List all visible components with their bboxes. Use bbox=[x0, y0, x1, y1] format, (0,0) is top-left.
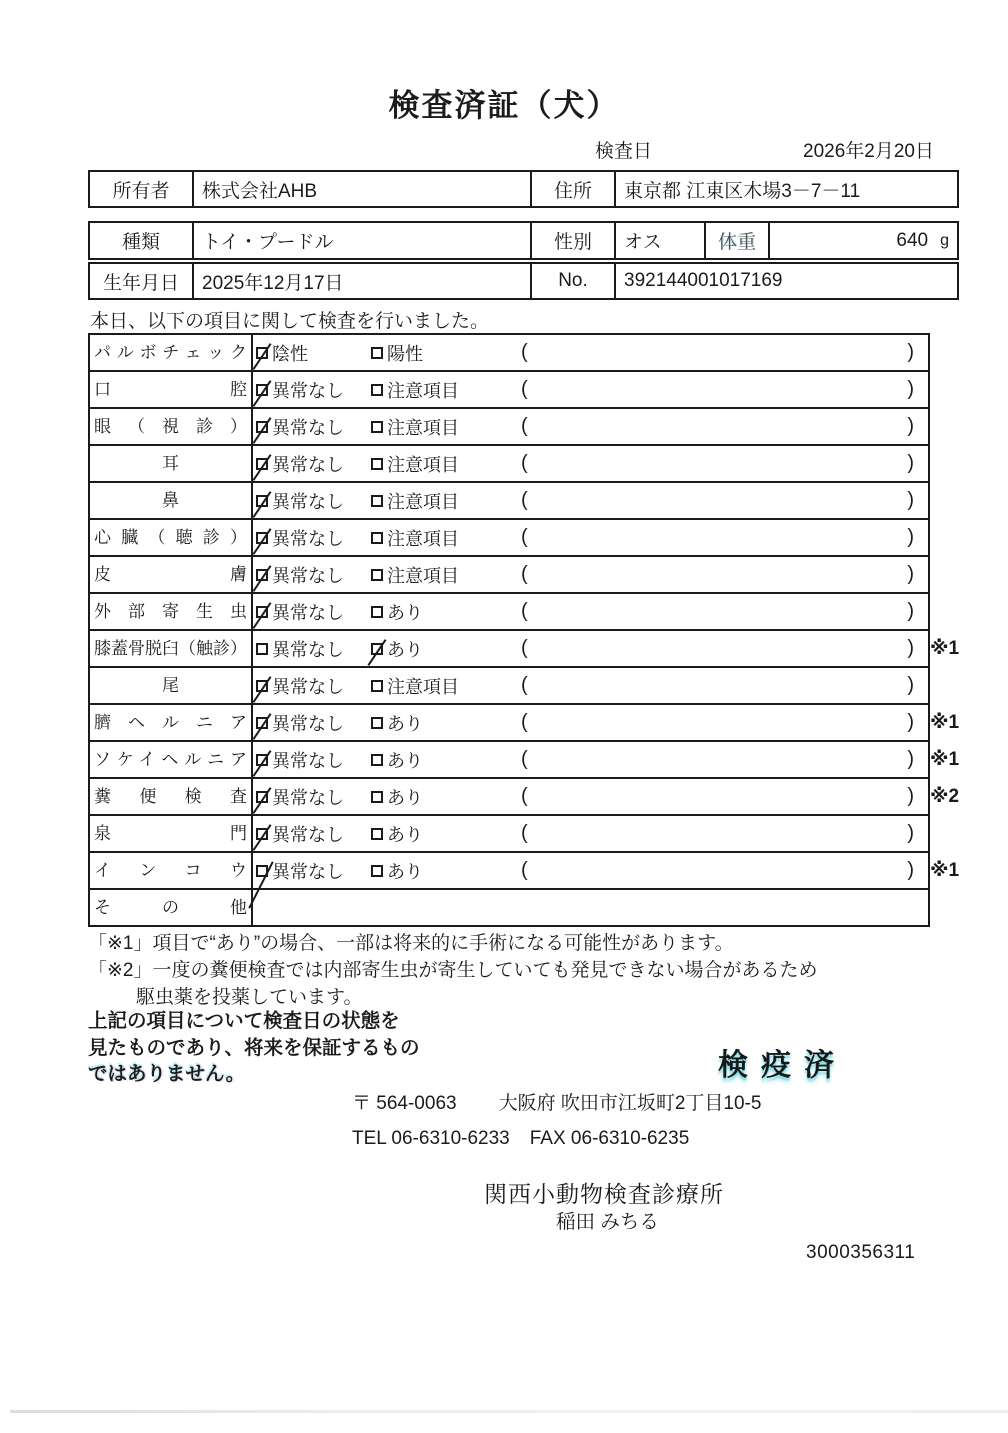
row-content bbox=[253, 446, 928, 481]
result-option-1-label: 異常なし bbox=[272, 565, 344, 586]
result-option-1 bbox=[256, 599, 371, 625]
result-option-2-label: あり bbox=[387, 602, 423, 623]
result-option-2 bbox=[371, 451, 521, 477]
checkbox-result-1 bbox=[256, 495, 268, 507]
quarantine-stamp: 検疫済 bbox=[718, 1049, 847, 1082]
result-option-1-label: 異常なし bbox=[272, 676, 344, 697]
footnote-ref: ※1 bbox=[930, 638, 960, 659]
table-row bbox=[90, 483, 928, 520]
inspection-item-label: 心臓（聴診） bbox=[90, 520, 253, 555]
footnote-ref: ※1 bbox=[930, 860, 960, 881]
result-option-2-label: 陽性 bbox=[387, 343, 423, 364]
disclaimer-line-2: 見たものであり、将来を保証するもの bbox=[88, 1036, 420, 1059]
row-content bbox=[253, 668, 928, 703]
result-option-2-label: 注意項目 bbox=[387, 565, 459, 586]
inspection-item-label: 外部寄生虫 bbox=[90, 594, 253, 629]
result-option-2 bbox=[371, 562, 521, 588]
checkbox-result-2 bbox=[371, 865, 383, 877]
footnote-ref: ※1 bbox=[930, 749, 960, 770]
clinic-name: 関西小動物検査診療所 bbox=[484, 1181, 724, 1207]
sex-value: オス bbox=[614, 223, 704, 258]
table-row bbox=[90, 816, 928, 853]
inspection-item-label: 臍ヘルニア bbox=[90, 705, 253, 740]
checkbox-result-1 bbox=[256, 606, 268, 618]
veterinarian-name: 稲田 みちる bbox=[556, 1211, 659, 1233]
table-row bbox=[90, 668, 928, 705]
row-content bbox=[253, 557, 928, 592]
result-option-1 bbox=[256, 673, 371, 699]
result-option-1-label: 異常なし bbox=[272, 861, 344, 882]
inspection-item-label: 尾 bbox=[90, 668, 253, 703]
checkbox-result-2 bbox=[371, 347, 383, 359]
inspection-item-label: 鼻 bbox=[90, 483, 253, 518]
result-option-2 bbox=[371, 673, 521, 699]
result-option-2-label: あり bbox=[387, 787, 423, 808]
disclaimer-statement bbox=[88, 1008, 420, 1088]
checkbox-result-1 bbox=[256, 717, 268, 729]
footnote-ref: ※1 bbox=[930, 712, 960, 733]
address-label: 住所 bbox=[530, 172, 614, 206]
result-option-1 bbox=[256, 340, 371, 366]
remarks-close-paren: ) bbox=[907, 341, 914, 363]
table-row bbox=[90, 409, 928, 446]
result-option-1 bbox=[256, 784, 371, 810]
checkbox-result-2 bbox=[371, 458, 383, 470]
result-option-2 bbox=[371, 599, 521, 625]
owner-table bbox=[88, 170, 959, 208]
checkbox-result-2 bbox=[371, 680, 383, 692]
remarks-close-paren: ) bbox=[907, 526, 914, 548]
row-content bbox=[253, 594, 928, 629]
result-option-1 bbox=[256, 636, 371, 662]
clinic-fax: FAX 06-6310-6235 bbox=[529, 1128, 690, 1149]
result-option-2 bbox=[371, 340, 521, 366]
remarks-open-paren: ( bbox=[521, 415, 528, 437]
checkbox-result-2 bbox=[371, 532, 383, 544]
row-content bbox=[253, 816, 928, 851]
checkbox-result-2 bbox=[371, 717, 383, 729]
result-option-2 bbox=[371, 821, 521, 847]
intro-sentence: 本日、以下の項目に関して検査を行いました。 bbox=[90, 311, 490, 332]
remarks-close-paren: ) bbox=[907, 600, 914, 622]
remarks-open-paren: ( bbox=[521, 600, 528, 622]
result-option-2 bbox=[371, 710, 521, 736]
result-option-1-label: 異常なし bbox=[272, 639, 344, 660]
remarks-open-paren: ( bbox=[521, 378, 528, 400]
result-option-2 bbox=[371, 784, 521, 810]
result-option-1-label: 異常なし bbox=[272, 528, 344, 549]
checkbox-result-1 bbox=[256, 458, 268, 470]
checkbox-result-1 bbox=[256, 643, 268, 655]
disclaimer-line-3: ではありません。 bbox=[88, 1063, 246, 1085]
table-row bbox=[90, 520, 928, 557]
checkbox-result-1 bbox=[256, 532, 268, 544]
clinic-postal-address bbox=[352, 1088, 761, 1115]
checkbox-result-2 bbox=[371, 791, 383, 803]
footnote-ref: ※2 bbox=[930, 786, 960, 807]
page-title: 検査済証（犬） bbox=[388, 88, 620, 123]
result-option-2-label: あり bbox=[387, 713, 423, 734]
checkbox-result-2 bbox=[371, 569, 383, 581]
remarks-open-paren: ( bbox=[521, 822, 528, 844]
result-option-1 bbox=[256, 488, 371, 514]
inspection-item-label: 膝蓋骨脱臼（触診） bbox=[90, 631, 253, 666]
weight-unit: g bbox=[940, 231, 949, 249]
result-option-2-label: あり bbox=[387, 639, 423, 660]
remarks-close-paren: ) bbox=[907, 637, 914, 659]
result-option-2-label: 注意項目 bbox=[387, 491, 459, 512]
owner-value: 株式会社AHB bbox=[192, 172, 530, 206]
footnotes bbox=[88, 930, 818, 1011]
result-option-2 bbox=[371, 414, 521, 440]
result-option-1-label: 異常なし bbox=[272, 787, 344, 808]
species-label: 種類 bbox=[121, 232, 160, 253]
result-option-1-label: 陰性 bbox=[272, 343, 308, 364]
result-option-1-label: 異常なし bbox=[272, 750, 344, 771]
row-content bbox=[253, 335, 928, 370]
table-row bbox=[90, 779, 960, 816]
result-option-1 bbox=[256, 858, 371, 884]
weight-label: 体重 bbox=[704, 223, 768, 258]
remarks-open-paren: ( bbox=[521, 859, 528, 881]
table-row bbox=[90, 742, 960, 779]
inspection-item-label: 耳 bbox=[90, 446, 253, 481]
result-option-2-label: 注意項目 bbox=[387, 676, 459, 697]
remarks-close-paren: ) bbox=[907, 859, 914, 881]
table-row bbox=[90, 372, 928, 409]
result-option-1-label: 異常なし bbox=[272, 491, 344, 512]
result-option-1-label: 異常なし bbox=[272, 713, 344, 734]
remarks-close-paren: ) bbox=[907, 748, 914, 770]
row-content bbox=[253, 779, 928, 814]
result-option-1-label: 異常なし bbox=[272, 417, 344, 438]
row-content bbox=[253, 520, 928, 555]
footnote-2: 「※2」一度の糞便検査では内部寄生虫が寄生していても発見できない場合があるため bbox=[88, 960, 818, 981]
remarks-open-paren: ( bbox=[521, 452, 528, 474]
remarks-close-paren: ) bbox=[907, 415, 914, 437]
table-row bbox=[90, 890, 928, 927]
checkbox-result-1 bbox=[256, 754, 268, 766]
document-number: 3000356311 bbox=[806, 1242, 916, 1263]
clinic-phone-line bbox=[352, 1128, 689, 1150]
result-option-2-label: 注意項目 bbox=[387, 528, 459, 549]
clinic-address: 大阪府 吹田市江坂町2丁目10-5 bbox=[498, 1093, 762, 1114]
result-option-1 bbox=[256, 710, 371, 736]
disclaimer-line-1: 上記の項目について検査日の状態を bbox=[88, 1010, 400, 1032]
remarks-close-paren: ) bbox=[907, 563, 914, 585]
result-option-2-label: 注意項目 bbox=[387, 454, 459, 475]
checkbox-result-1 bbox=[256, 865, 268, 877]
weight-value: 640 bbox=[896, 229, 929, 251]
result-option-2 bbox=[371, 488, 521, 514]
result-option-2 bbox=[371, 377, 521, 403]
remarks-open-paren: ( bbox=[521, 563, 528, 585]
remarks-close-paren: ) bbox=[907, 489, 914, 511]
result-option-1 bbox=[256, 821, 371, 847]
result-option-2-label: あり bbox=[387, 824, 423, 845]
result-option-1-label: 異常なし bbox=[272, 454, 344, 475]
result-option-2-label: あり bbox=[387, 750, 423, 771]
result-option-1-label: 異常なし bbox=[272, 824, 344, 845]
result-option-2-label: 注意項目 bbox=[387, 417, 459, 438]
result-option-2-label: あり bbox=[387, 861, 423, 882]
result-option-2 bbox=[371, 525, 521, 551]
checkbox-result-2 bbox=[371, 828, 383, 840]
remarks-open-paren: ( bbox=[521, 341, 528, 363]
species-table bbox=[88, 221, 959, 260]
table-row bbox=[90, 631, 960, 668]
result-option-2-label: 注意項目 bbox=[387, 380, 459, 401]
row-content bbox=[253, 372, 928, 407]
result-option-1 bbox=[256, 451, 371, 477]
inspection-table bbox=[88, 333, 960, 927]
number-value: 392144001017169 bbox=[614, 264, 957, 298]
remarks-open-paren: ( bbox=[521, 748, 528, 770]
result-option-1 bbox=[256, 747, 371, 773]
birthdate-label: 生年月日 bbox=[102, 272, 179, 294]
remarks-close-paren: ) bbox=[907, 822, 914, 844]
row-content bbox=[253, 742, 928, 777]
weight-value-cell bbox=[768, 223, 957, 258]
remarks-open-paren: ( bbox=[521, 674, 528, 696]
remarks-open-paren: ( bbox=[521, 637, 528, 659]
checkbox-result-2 bbox=[371, 495, 383, 507]
inspection-item-label: その他 bbox=[90, 890, 253, 925]
checkbox-result-1 bbox=[256, 569, 268, 581]
inspection-item-label: パルボチェック bbox=[90, 335, 253, 370]
footnote-1: 「※1」項目で“あり”の場合、一部は将来的に手術になる可能性があります。 bbox=[88, 933, 734, 954]
inspection-date-value: 2026年2月20日 bbox=[803, 141, 934, 162]
postal-code: 〒 564-0063 bbox=[352, 1093, 457, 1114]
inspection-item-label: 眼（視診） bbox=[90, 409, 253, 444]
clinic-tel: TEL 06-6310-6233 bbox=[352, 1128, 510, 1149]
row-content bbox=[253, 483, 928, 518]
checkbox-result-2 bbox=[371, 384, 383, 396]
checkbox-result-1 bbox=[256, 421, 268, 433]
result-option-2 bbox=[371, 747, 521, 773]
inspection-date-row bbox=[0, 136, 1008, 160]
inspection-item-label: 泉門 bbox=[90, 816, 253, 851]
remarks-open-paren: ( bbox=[521, 785, 528, 807]
table-row bbox=[90, 446, 928, 483]
row-content bbox=[253, 631, 928, 666]
remarks-close-paren: ) bbox=[907, 785, 914, 807]
inspection-item-label: ソケイヘルニア bbox=[90, 742, 253, 777]
remarks-close-paren: ) bbox=[907, 378, 914, 400]
result-option-1 bbox=[256, 562, 371, 588]
table-row bbox=[90, 335, 928, 372]
checkbox-result-1 bbox=[256, 680, 268, 692]
checkbox-result-2 bbox=[371, 754, 383, 766]
checkbox-result-2 bbox=[371, 643, 383, 655]
result-option-1-label: 異常なし bbox=[272, 380, 344, 401]
row-content bbox=[253, 890, 928, 925]
address-value: 東京都 江東区木場3－7－11 bbox=[614, 172, 957, 206]
owner-label: 所有者 bbox=[112, 180, 170, 202]
table-row bbox=[90, 557, 928, 594]
row-content bbox=[253, 853, 928, 888]
inspection-item-label: 皮膚 bbox=[90, 557, 253, 592]
row-content bbox=[253, 705, 928, 740]
table-row bbox=[90, 594, 928, 631]
number-label: No. bbox=[530, 264, 614, 298]
birthdate-value: 2025年12月17日 bbox=[192, 264, 530, 298]
table-row bbox=[90, 853, 960, 890]
inspection-item-label: インコウ bbox=[90, 853, 253, 888]
inspection-item-label: 糞便検査 bbox=[90, 779, 253, 814]
remarks-open-paren: ( bbox=[521, 526, 528, 548]
table-row bbox=[90, 705, 960, 742]
remarks-open-paren: ( bbox=[521, 489, 528, 511]
species-value: トイ・プードル bbox=[192, 223, 530, 258]
sex-label: 性別 bbox=[530, 223, 614, 258]
result-option-2 bbox=[371, 858, 521, 884]
checkbox-result-2 bbox=[371, 421, 383, 433]
birthdate-table bbox=[88, 262, 959, 300]
checkbox-result-1 bbox=[256, 384, 268, 396]
remarks-close-paren: ) bbox=[907, 711, 914, 733]
scan-artifact-line bbox=[10, 1410, 1008, 1413]
checkbox-result-2 bbox=[371, 606, 383, 618]
inspection-date-label: 検査日 bbox=[595, 141, 653, 162]
checkbox-result-1 bbox=[256, 347, 268, 359]
footnote-2-continued: 駆虫薬を投薬しています。 bbox=[136, 987, 363, 1008]
result-option-1 bbox=[256, 525, 371, 551]
result-option-2 bbox=[371, 636, 521, 662]
result-option-1 bbox=[256, 414, 371, 440]
remarks-close-paren: ) bbox=[907, 674, 914, 696]
result-option-1-label: 異常なし bbox=[272, 602, 344, 623]
remarks-close-paren: ) bbox=[907, 452, 914, 474]
checkbox-result-1 bbox=[256, 791, 268, 803]
remarks-open-paren: ( bbox=[521, 711, 528, 733]
inspection-item-label: 口腔 bbox=[90, 372, 253, 407]
result-option-1 bbox=[256, 377, 371, 403]
checkbox-result-1 bbox=[256, 828, 268, 840]
row-content bbox=[253, 409, 928, 444]
